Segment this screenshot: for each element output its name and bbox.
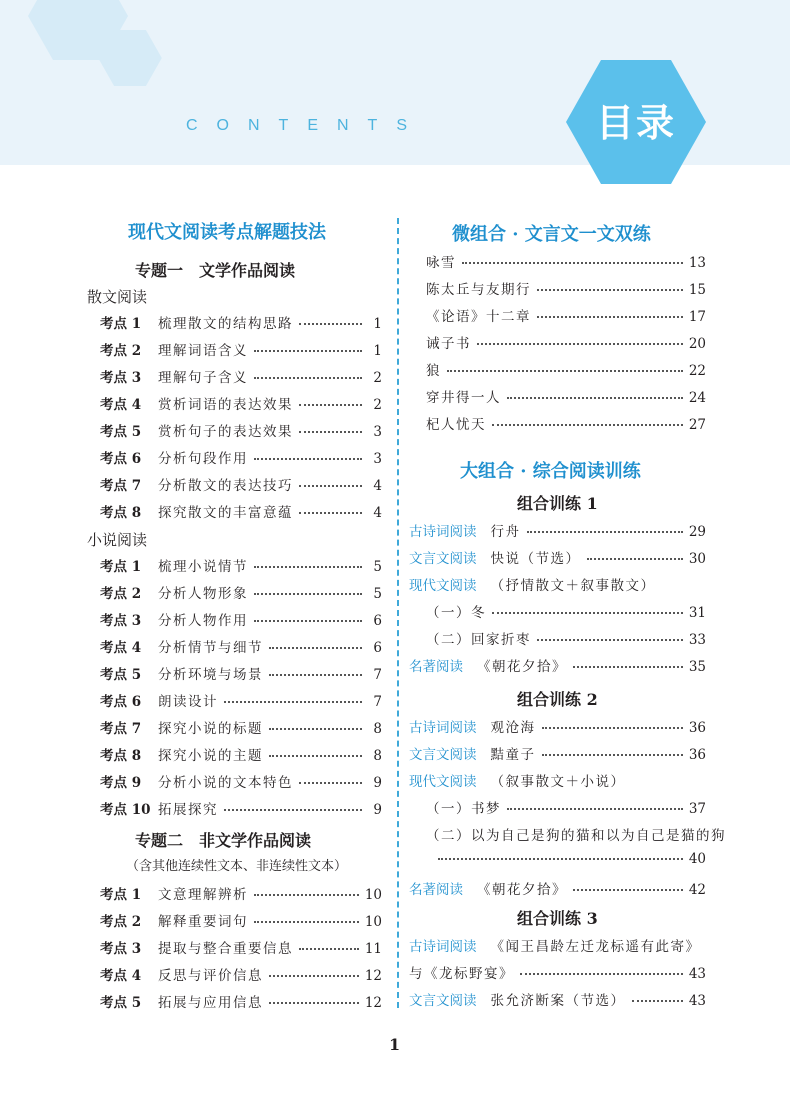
page-ref: 1: [373, 343, 382, 359]
entry-title: 探究小说的主题: [158, 748, 263, 764]
page-ref: 43: [688, 993, 706, 1009]
page-ref: 36: [688, 747, 706, 763]
category-label: 名著阅读: [409, 659, 463, 675]
entry-title: 提取与整合重要信息: [158, 941, 293, 957]
leader-dots: [507, 391, 683, 399]
entry-title: （抒情散文＋叙事散文）: [490, 578, 656, 594]
category-label: 古诗词阅读: [409, 524, 477, 540]
toc-entry[interactable]: [100, 991, 382, 1011]
entry-title: 分析人物形象: [158, 586, 248, 602]
category-label: 古诗词阅读: [409, 939, 477, 955]
leader-dots: [299, 398, 362, 406]
page-ref: 33: [688, 632, 706, 648]
entry-title: 理解词语含义: [158, 343, 248, 359]
leader-dots: [632, 994, 683, 1002]
leader-dots: [269, 641, 362, 649]
page-ref: 12: [364, 995, 382, 1011]
leader-dots: [299, 479, 362, 487]
leader-dots: [254, 915, 359, 923]
kaodian-label: 考点 1: [100, 559, 142, 575]
sanwen-subtitle: 散文阅读: [87, 288, 148, 306]
page-ref: 29: [688, 524, 706, 540]
toc-entry[interactable]: [100, 501, 382, 521]
toc-entry[interactable]: [100, 910, 382, 930]
kaodian-label: 考点 3: [100, 613, 142, 629]
page-ref: 9: [373, 802, 382, 818]
entry-title: 陈太丘与友期行: [426, 282, 531, 298]
leader-dots: [573, 883, 683, 891]
leader-dots: [299, 942, 359, 950]
page-ref: 12: [364, 968, 382, 984]
category-label: 现代文阅读: [409, 774, 477, 790]
leader-dots: [254, 560, 362, 568]
leader-dots: [492, 418, 683, 426]
kaodian-label: 考点 5: [100, 667, 142, 683]
leader-dots: [527, 525, 683, 533]
toc-entry[interactable]: [426, 305, 706, 325]
right-section2-title: 大组合 · 综合阅读训练: [460, 461, 641, 482]
leader-dots: [269, 969, 359, 977]
kaodian-label: 考点 4: [100, 397, 142, 413]
toc-entry[interactable]: [100, 964, 382, 984]
entry-title: 探究散文的丰富意蕴: [158, 505, 293, 521]
entry-title: 分析环境与场景: [158, 667, 263, 683]
page-ref: 1: [373, 316, 382, 332]
toc-entry[interactable]: [100, 883, 382, 903]
toc-entry[interactable]: [100, 690, 382, 710]
toc-entry[interactable]: [432, 851, 706, 871]
entry-title: 分析散文的表达技巧: [158, 478, 293, 494]
kaodian-label: 考点 5: [100, 424, 142, 440]
page-ref: 35: [688, 659, 706, 675]
entry-title: 分析句段作用: [158, 451, 248, 467]
entry-title: 分析情节与细节: [158, 640, 263, 656]
page-ref: 22: [688, 363, 706, 379]
page-ref: 3: [373, 424, 382, 440]
decor-hexagon-small-icon: [98, 30, 162, 86]
toc-entry[interactable]: [100, 555, 382, 575]
entry-title: 赏析句子的表达效果: [158, 424, 293, 440]
page-ref: 20: [688, 336, 706, 352]
leader-dots: [254, 344, 362, 352]
kaodian-label: 考点 3: [100, 370, 142, 386]
leader-dots: [224, 803, 362, 811]
entry-title: 诫子书: [426, 336, 471, 352]
kaodian-label: 考点 7: [100, 478, 142, 494]
leader-dots: [537, 283, 683, 291]
topic2-note: （含其他连续性文本、非连续性文本）: [126, 859, 348, 874]
entry-title: 梳理散文的结构思路: [158, 316, 293, 332]
page-ref: 6: [373, 613, 382, 629]
page-ref: 3: [373, 451, 382, 467]
leader-dots: [299, 425, 362, 433]
page-ref: 31: [688, 605, 706, 621]
entry-title: 拓展与应用信息: [158, 995, 263, 1011]
kaodian-label: 考点 1: [100, 316, 142, 332]
page-ref: 30: [688, 551, 706, 567]
kaodian-label: 考点 2: [100, 914, 142, 930]
leader-dots: [537, 310, 683, 318]
toc-entry[interactable]: [100, 771, 382, 791]
page-ref: 5: [373, 559, 382, 575]
entry-title: 梳理小说情节: [158, 559, 248, 575]
toc-entry[interactable]: [409, 655, 706, 675]
leader-dots: [462, 256, 683, 264]
leader-dots: [269, 749, 362, 757]
leader-dots: [269, 996, 359, 1004]
entry-title: （一）冬: [426, 605, 486, 621]
page-ref: 2: [373, 370, 382, 386]
leader-dots: [520, 967, 683, 975]
toc-entry[interactable]: [100, 582, 382, 602]
leader-dots: [477, 337, 683, 345]
toc-entry[interactable]: [100, 339, 382, 359]
group1-title: 组合训练 1: [517, 494, 598, 513]
page-number: 1: [389, 1035, 401, 1054]
column-divider: [397, 218, 399, 1008]
toc-entry[interactable]: [100, 420, 382, 440]
kaodian-label: 考点 2: [100, 586, 142, 602]
leader-dots: [299, 317, 362, 325]
toc-entry[interactable]: [409, 520, 706, 540]
toc-entry[interactable]: [409, 878, 706, 898]
kaodian-label: 考点 2: [100, 343, 142, 359]
toc-entry[interactable]: [100, 798, 382, 818]
entry-title: 分析人物作用: [158, 613, 248, 629]
toc-entry[interactable]: [100, 717, 382, 737]
kaodian-label: 考点 5: [100, 995, 142, 1011]
entry-title: 解释重要词句: [158, 914, 248, 930]
category-label: 文言文阅读: [409, 551, 477, 567]
group2-title: 组合训练 2: [517, 690, 598, 709]
page-ref: 40: [688, 851, 706, 867]
leader-dots: [269, 722, 362, 730]
leader-dots: [447, 364, 683, 372]
entry-title: （叙事散文＋小说）: [490, 774, 626, 790]
page-ref: 13: [688, 255, 706, 271]
entry-title: 观沧海: [490, 720, 536, 736]
toc-entry[interactable]: [409, 962, 706, 982]
page-ref: 4: [373, 505, 382, 521]
page-ref: 5: [373, 586, 382, 602]
xiaoshuo-subtitle: 小说阅读: [87, 531, 148, 549]
kaodian-label: 考点 1: [100, 887, 142, 903]
entry-title: （一）书梦: [426, 801, 501, 817]
left-section-title: 现代文阅读考点解题技法: [128, 222, 326, 243]
entry-title: 咏雪: [426, 255, 456, 271]
leader-dots: [254, 614, 362, 622]
page-ref: 37: [688, 801, 706, 817]
entry-title: 黠童子: [490, 747, 536, 763]
entry-title: 拓展探究: [158, 802, 218, 818]
page-ref: 4: [373, 478, 382, 494]
leader-dots: [537, 633, 683, 641]
leader-dots: [492, 606, 683, 614]
page-ref: 2: [373, 397, 382, 413]
toc-entry[interactable]: [426, 278, 706, 298]
toc-entry[interactable]: [409, 935, 706, 955]
leader-dots: [254, 452, 362, 460]
toc-entry[interactable]: [409, 547, 706, 567]
toc-entry[interactable]: [426, 386, 706, 406]
entry-title: 《朝花夕拾》: [477, 659, 567, 675]
entry-title: 《论语》十二章: [426, 309, 531, 325]
category-label: 文言文阅读: [409, 993, 477, 1009]
kaodian-label: 考点 3: [100, 941, 142, 957]
page-ref: 9: [373, 775, 382, 791]
leader-dots: [542, 721, 683, 729]
toc-entry[interactable]: [100, 937, 382, 957]
toc-entry[interactable]: [426, 601, 706, 621]
page-ref: 27: [688, 417, 706, 433]
entry-title: 理解句子含义: [158, 370, 248, 386]
page-ref: 43: [688, 966, 706, 982]
right-section1-title: 微组合 · 文言文一文双练: [452, 224, 651, 245]
entry-title: （二）以为自己是狗的猫和以为自己是猫的狗: [426, 828, 726, 844]
leader-dots: [587, 552, 683, 560]
entry-title: 穿井得一人: [426, 390, 501, 406]
category-label: 现代文阅读: [409, 578, 477, 594]
toc-entry[interactable]: [100, 609, 382, 629]
entry-title: 快说（节选）: [490, 551, 581, 567]
page-ref: 6: [373, 640, 382, 656]
toc-entry[interactable]: [100, 366, 382, 386]
category-label: 古诗词阅读: [409, 720, 477, 736]
leader-dots: [542, 748, 683, 756]
toc-entry[interactable]: [426, 413, 706, 433]
page-ref: 15: [688, 282, 706, 298]
entry-title: 《朝花夕拾》: [477, 882, 567, 898]
toc-entry[interactable]: [409, 716, 706, 736]
leader-dots: [254, 371, 362, 379]
leader-dots: [573, 660, 683, 668]
leader-dots: [269, 668, 362, 676]
page-ref: 42: [688, 882, 706, 898]
topic1-title: 专题一 文学作品阅读: [135, 261, 296, 280]
kaodian-label: 考点 9: [100, 775, 142, 791]
entry-title: 《闻王昌龄左迁龙标遥有此寄》: [490, 939, 701, 955]
group3-title: 组合训练 3: [517, 909, 598, 928]
toc-entry[interactable]: [426, 332, 706, 352]
kaodian-label: 考点 8: [100, 748, 142, 764]
page-ref: 36: [688, 720, 706, 736]
toc-entry[interactable]: [100, 393, 382, 413]
toc-entry[interactable]: [100, 447, 382, 467]
page-ref: 10: [364, 887, 382, 903]
leader-dots: [254, 888, 359, 896]
entry-title: 分析小说的文本特色: [158, 775, 293, 791]
toc-entry[interactable]: [409, 574, 706, 594]
leader-dots: [299, 776, 362, 784]
page-title: 目录: [595, 101, 676, 145]
toc-entry[interactable]: [100, 663, 382, 683]
page-ref: 17: [688, 309, 706, 325]
page-ref: 10: [364, 914, 382, 930]
toc-entry[interactable]: [426, 628, 706, 648]
entry-title: 朗读设计: [158, 694, 218, 710]
page-ref: 8: [373, 721, 382, 737]
toc-entry[interactable]: [426, 797, 706, 817]
entry-title: （二）回家折枣: [426, 632, 531, 648]
contents-label: CONTENTS: [186, 117, 426, 134]
page-ref: 8: [373, 748, 382, 764]
page-ref: 24: [688, 390, 706, 406]
category-label: 文言文阅读: [409, 747, 477, 763]
entry-title: 反思与评价信息: [158, 968, 263, 984]
category-label: 名著阅读: [409, 882, 463, 898]
entry-title: 赏析词语的表达效果: [158, 397, 293, 413]
page-ref: 7: [373, 667, 382, 683]
entry-title: 探究小说的标题: [158, 721, 263, 737]
toc-entry[interactable]: [426, 359, 706, 379]
kaodian-label: 考点 10: [100, 802, 151, 818]
page-ref: 11: [364, 941, 382, 957]
entry-title: 杞人忧天: [426, 417, 486, 433]
entry-title: 文意理解辨析: [158, 887, 248, 903]
entry-title: 张允济断案（节选）: [490, 993, 626, 1009]
leader-dots: [224, 695, 362, 703]
entry-title: 与《龙标野宴》: [409, 966, 514, 982]
leader-dots: [299, 506, 362, 514]
toc-entry[interactable]: [409, 743, 706, 763]
toc-entry[interactable]: [409, 770, 706, 790]
toc-entry[interactable]: [100, 312, 382, 332]
toc-entry[interactable]: [426, 251, 706, 271]
toc-entry[interactable]: [426, 824, 726, 844]
topic2-title: 专题二 非文学作品阅读: [135, 831, 312, 850]
leader-dots: [254, 587, 362, 595]
toc-entry[interactable]: [100, 636, 382, 656]
entry-title: 行舟: [490, 524, 521, 540]
leader-dots: [507, 802, 683, 810]
kaodian-label: 考点 6: [100, 451, 142, 467]
toc-entry[interactable]: [409, 989, 706, 1009]
leader-dots: [438, 852, 683, 860]
kaodian-label: 考点 4: [100, 640, 142, 656]
toc-entry[interactable]: [100, 474, 382, 494]
kaodian-label: 考点 6: [100, 694, 142, 710]
kaodian-label: 考点 7: [100, 721, 142, 737]
entry-title: 狼: [426, 363, 441, 379]
page-ref: 7: [373, 694, 382, 710]
kaodian-label: 考点 8: [100, 505, 142, 521]
toc-entry[interactable]: [100, 744, 382, 764]
kaodian-label: 考点 4: [100, 968, 142, 984]
